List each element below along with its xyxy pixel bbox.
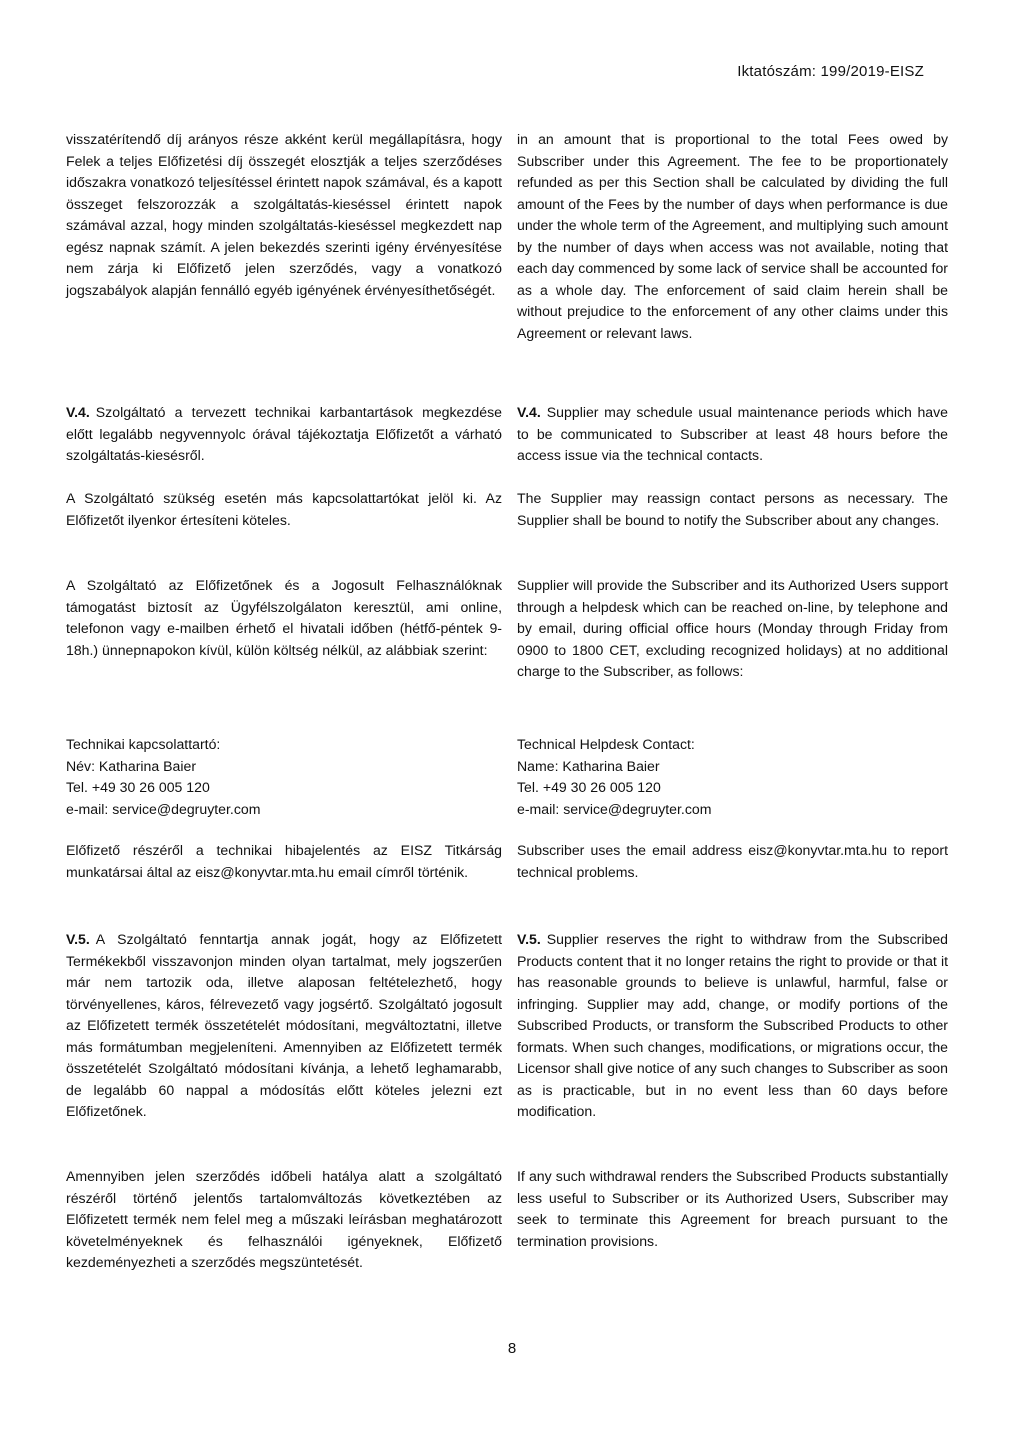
section-v4-hu xyxy=(66,402,502,467)
terminate-paragraph-en: If any such withdrawal renders the Subscribed Products substantially less useful to Subscriber or its Authorized Users, Subscriber may seek to terminate this Agreement for breach pursuant to the termination provisions. xyxy=(517,1168,948,1249)
contact-name: Name: Katharina Baier xyxy=(517,757,660,774)
section-number: V.4. xyxy=(517,404,541,420)
contact-title: Technical Helpdesk Contact: xyxy=(517,736,695,752)
english-column xyxy=(517,0,948,1300)
support-paragraph-hu: A Szolgáltató az Előfizetőnek és a Jogosult Felhasználóknak támogatást biztosít az Ügyfélszolgálaton keresztül, ami online, telefonon vagy e-mailben érhető el hivatali időben (hétfő-péntek 9-18h.) ünnepnapokon kívül, külön költség nélkül, az alábbiak szerint: xyxy=(66,577,502,658)
report-paragraph-hu: Előfizető részéről a technikai hibajelentés az EISZ Titkárság munkatársai által az eisz@konyvtar.mta.hu email címről történik. xyxy=(66,842,502,880)
section-v5-text: A Szolgáltató fenntartja annak jogát, hogy az Előfizetett Termékekből visszavonjon minden olyan tartalmat, mely jogszerűen már nem tartozik oda, illetve alaposan feltételezhető, hogy törvényellenes, káros, félrevezető vagy jogsértő. Szolgáltató jogosult az Előfizetett termék összetételét módosítani, megváltoztatni, illetve más formátumban megjeleníteni. Amennyiben az Előfizetett termék összetételét Szolgáltató módosítani kívánja, a lehető leghamarabb, de legalább 60 nappal a módosítás előtt köteles jelezni ezt Előfizetőnek. xyxy=(66,931,502,1119)
reassign-paragraph-hu: A Szolgáltató szükség esetén más kapcsolattartókat jelöl ki. Az Előfizetőt ilyenkor értesíteni köteles. xyxy=(66,490,502,528)
section-number: V.4. xyxy=(66,404,90,420)
contact-email: e-mail: service@degruyter.com xyxy=(66,800,261,817)
contact-email: e-mail: service@degruyter.com xyxy=(517,800,712,817)
refund-paragraph-en: in an amount that is proportional to the total Fees owed by Subscriber under this Agreement. The fee to be proportionately refunded as per this Section shall be calculated by dividing the full amount of the Fees by the number of days when performance is due under the whole term of the Agreement, and multiplying such amount by the number of days when access was not available, noting that each day commenced by some lack of service shall be accounted for as a whole day. The enforcement of said claim herein shall be without prejudice to the enforcement of any other claims under this Agreement or relevant laws. xyxy=(517,131,948,341)
section-v4-text: Supplier may schedule usual maintenance periods which have to be communicated to Subscriber at least 48 hours before the access issue via the technical contacts. xyxy=(517,404,948,463)
section-v5-en xyxy=(517,929,948,1123)
reassign-paragraph-en: The Supplier may reassign contact persons as necessary. The Supplier shall be bound to notify the Subscriber about any changes. xyxy=(517,490,948,528)
refund-paragraph-hu: visszatérítendő díj arányos része akként kerül megállapításra, hogy Felek a teljes Előfizetési díj összegét elosztják a teljes szerződéses időszakra vonatkozó teljesítéssel érintett napok számával, és a kapott összeget felszorozzák a szolgáltatás-kieséssel érintett napok számával azzal, hogy minden szolgáltatás-kieséssel megkezdett nap egész napnak számít. A jelen bekezdés szerinti igény érvényesítése nem zárja ki Előfizető jelen szerződés, vagy a vonatkozó jogszabályok alapján fennálló egyéb igényének érvényesíthetőségét. xyxy=(66,131,502,298)
hungarian-column xyxy=(66,0,502,1300)
section-v4-en xyxy=(517,402,948,467)
contact-phone: Tel. +49 30 26 005 120 xyxy=(66,779,210,795)
section-v5-text: Supplier reserves the right to withdraw from the Subscribed Products content that it no longer retains the right to provide or that it has reasonable grounds to believe is unlawful, harmful, false or infringing. Supplier may add, change, or modify portions of the Subscribed Products, or transform the Subscribed Products to other formats. When such changes, modifications, or migrations occur, the Licensor shall give notice of any such changes to Subscriber as soon as is practicable, but in no event less than 60 days before modification. xyxy=(517,931,948,1119)
section-number: V.5. xyxy=(517,931,541,947)
page-number: 8 xyxy=(507,1340,517,1357)
contact-phone: Tel. +49 30 26 005 120 xyxy=(517,779,661,795)
document-reference-number: Iktatószám: 199/2019-EISZ xyxy=(737,63,924,80)
section-v4-text: Szolgáltató a tervezett technikai karbantartások megkezdése előtt legalább negyvennyolc órával tájékoztatja Előfizetőt a várható szolgáltatás-kiesésről. xyxy=(66,404,502,463)
contact-name: Név: Katharina Baier xyxy=(66,757,197,774)
contact-title: Technikai kapcsolattartó: xyxy=(66,736,221,752)
report-paragraph-en: Subscriber uses the email address eisz@konyvtar.mta.hu to report technical problems. xyxy=(517,842,948,880)
support-paragraph-en: Supplier will provide the Subscriber and its Authorized Users support through a helpdesk which can be reached on-line, by telephone and by email, during official office hours (Monday through Friday from 0900 to 1800 CET, excluding recognized holidays) at no additional charge to the Subscriber, as follows: xyxy=(517,577,948,679)
section-v5-hu xyxy=(66,929,502,1123)
terminate-paragraph-hu: Amennyiben jelen szerződés időbeli hatálya alatt a szolgáltató részéről történő jelentős tartalomváltozás következtében az Előfizetett termék nem felel meg a műszaki leírásban meghatározott követelményeknek és felhasználói igényeknek, Előfizető kezdeményezheti a szerződés megszüntetését. xyxy=(66,1168,502,1270)
section-number: V.5. xyxy=(66,931,90,947)
